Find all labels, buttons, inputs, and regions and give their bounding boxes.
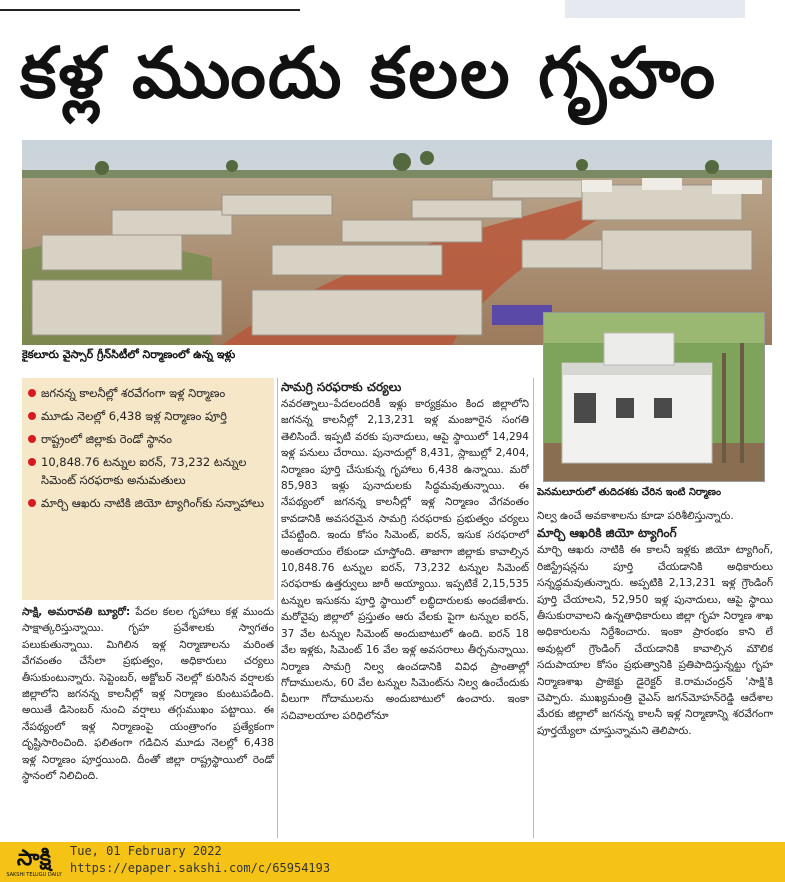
headline: కళ్ల ముందు కలల గృహం	[20, 32, 718, 114]
column-divider	[533, 378, 534, 838]
edition-date: Tue, 01 February 2022	[70, 844, 222, 858]
highlight-item	[28, 453, 268, 489]
article-text: నిల్వ ఉంచే అవకాశాలను కూడా పరిశీలిస్తున్నారు.	[537, 510, 734, 522]
sakshi-logo[interactable]: సాక్షి	[16, 846, 52, 871]
highlights-box	[22, 378, 274, 600]
highlight-text: జగనన్న కాలనీల్లో శరవేగంగా ఇళ్ల నిర్మాణం	[41, 386, 226, 400]
article-column-3	[537, 508, 773, 838]
highlight-item	[28, 384, 268, 402]
article-column-1	[22, 604, 274, 836]
bullet-icon	[28, 435, 36, 443]
article-text: నవరత్నాలు–పేదలందరికీ ఇళ్లు కార్యక్రమం కింద జిల్లాలోని జగనన్న కాలనీల్లో 2,13,231 ఇళ్ల మంజూరైన సంగతి తెలిసిందే. ఇప్పటి వరకు పునాదులు, ఆపై స్థాయిలో 14,294 ఇళ్ల పనులు చేరాయి. పునాదుల్లో 8,431, స్లాబుల్లో 2,404, నిర్మాణం పూర్తి చేసుకున్న గృహాలు 6,438 ఉన్నాయి. మరో 85,983 ఇళ్లు పునాదులకు సిద్ధమవుతున్నాయి. ఈ నేపథ్యంలో జగనన్న కాలనీల్లో ఇళ్ల నిర్మాణం వేగవంతం కావడానికి అవసరమైన సామగ్రి సరఫరాకు ప్రభుత్వం చర్యలు చేపట్టింది. ఇందు కోసం సిమెంట్, ఐరన్, ఇసుక సరఫరాలో అంతరాయం లేకుండా చూస్తోంది. తాజాగా జిల్లాకు కావాల్సిన 10,848.76 టన్నుల ఐరన్, 73,232 టన్నుల సిమెంట్ సరఫరాకు ఉత్తర్వులు జారీ అయ్యాయి. ఇప్పటికే 2,15,535 టన్నుల ఇసుకను పూర్తి స్థాయిలో లబ్ధిదారులకు అందజేశారు. మరోవైపు జిల్లాలో ప్రస్తుతం ఆరు వేలకు పైగా టన్నుల ఐరన్, 37 వేల టన్నుల సిమెంట్ అందుబాటులో ఉంది. ఐరన్ 18 వేల ఇళ్లకు, సిమెంట్ 16 వేల ఇళ్ల అవసరాలు తీర్చనున్నాయి. నిర్మాణ సామగ్రి నిల్వ ఉంచడానికి వివిధ ప్రాంతాల్లో గోదాములను, 60 వేల టన్నుల సిమెంట్‌ను నిల్వ ఉంచేందుకు వీలుగా గోదాములను అందుబాటులో ఉంచారు. ఇంకా సచివాలయాల పరిధిలోనూ	[281, 398, 529, 722]
bullet-icon	[28, 389, 36, 397]
highlight-item	[28, 407, 268, 425]
top-rule	[0, 9, 300, 11]
top-tab	[565, 0, 745, 18]
side-photo	[543, 312, 765, 482]
bullet-icon	[28, 412, 36, 420]
side-photo-caption: పెనమలూరులో తుదిదశకు చేరిన ఇంటి నిర్మాణం	[537, 487, 722, 498]
highlight-text: 10,848.76 టన్నుల ఐరన్, 73,232 టన్నుల సిమెంట్ సరఫరాకు అనుమతులు	[41, 455, 247, 487]
article-column-2	[281, 378, 529, 838]
article-text: మార్చి ఆఖరు నాటికి ఈ కాలనీ ఇళ్లకు జియో ట్యాగింగ్, రిజిస్ట్రేషన్లను పూర్తి చేయడానికి అధికారులు సన్నద్ధమవుతున్నారు. అప్పటికి 2,13,231 ఇళ్ల గ్రౌండింగ్ పూర్తి చేయాలని, 52,950 ఇళ్ల పునాదులు, ఆపై స్థాయి తీసుకురావాలని ఉన్నతాధికారులు జిల్లా గృహ నిర్మాణ శాఖ అధికారులను నిర్దేశించారు. ఇంకా ప్రారంభం కాని లే అవుట్లలో గ్రౌండింగ్ చేయడానికి కావాల్సిన మౌలిక సదుపాయాల కోసం ప్రభుత్వానికి ప్రతిపాదిస్తున్నట్టు గృహ నిర్మాణశాఖ ప్రాజెక్టు డైరెక్టర్ కె.రామచంద్రన్ 'సాక్షి'కి చెప్పారు. ముఖ్యమంత్రి వైఎస్ జగన్‌మోహన్‌రెడ్డి ఆదేశాల మేరకు జిల్లాలో జగనన్న కాలనీ ఇళ్ల నిర్మాణాన్ని శరవేగంగా పూర్తయ్యేలా చూస్తున్నామని తెలిపారు.	[537, 544, 773, 737]
highlight-text: రాష్ట్రంలో జిల్లాకు రెండో స్థానం	[41, 432, 173, 446]
bullet-icon	[28, 499, 36, 507]
edition-url[interactable]: https://epaper.sakshi.com/c/65954193	[70, 861, 331, 875]
bullet-icon	[28, 458, 36, 466]
highlight-item	[28, 430, 268, 448]
highlight-item	[28, 494, 268, 512]
article-paragraph	[22, 604, 274, 784]
subheading: మార్చి ఆఖరికి జియో ట్యాగింగ్	[537, 526, 677, 541]
highlight-text: మూడు నెలల్లో 6,438 ఇళ్ల నిర్మాణం పూర్తి	[41, 409, 227, 423]
subheading: సామగ్రి సరఫరాకు చర్యలు	[281, 380, 402, 394]
sakshi-logo-subtitle: SAKSHI TELUGU DAILY	[6, 872, 62, 878]
dateline: సాక్షి, అమరావతి బ్యూరో:	[22, 606, 131, 618]
top-strip	[0, 0, 785, 20]
main-photo-caption: కైకలూరు వైస్సార్ గ్రీన్‌సిటీలో నిర్మాణంలో ఉన్న ఇళ్లు	[22, 348, 236, 361]
article-text: పేదల కలల గృహాలు కళ్ల ముందు సాక్షాత్కరిస్తున్నాయి. గృహ ప్రవేశాలకు స్వాగతం పలుకుతున్నాయి. మిగిలిన ఇళ్ల నిర్మాణాలను మరింత వేగవంతం చేసేలా ప్రభుత్వం, అధికారులు చర్యలు తీసుకుంటున్నారు. సెప్టెంబర్, అక్టోబర్ నెలల్లో కురిసిన వర్షాలకు జిల్లాలోని జగనన్న కాలనీల్లో ఇళ్ల నిర్మాణం కుంటుపడింది. అయితే డిసెంబర్ నుంచి వర్షాలు తగ్గుముఖం పట్టాయి. ఈ నేపథ్యంలో ఇళ్ల నిర్మాణంపై యంత్రాంగం ప్రత్యేకంగా దృష్టిసారించింది. ఫలితంగా గడిచిన మూడు నెలల్లో 6,438 ఇళ్ల నిర్మాణం పూర్తయింది. దీంతో జిల్లా రాష్ట్రస్థాయిలో రెండో స్థానంలో నిలిచింది.	[22, 606, 274, 783]
highlight-text: మార్చి ఆఖరు నాటికి జియో ట్యాగింగ్‌కు సన్నాహాలు	[41, 496, 265, 510]
column-divider	[277, 378, 278, 838]
